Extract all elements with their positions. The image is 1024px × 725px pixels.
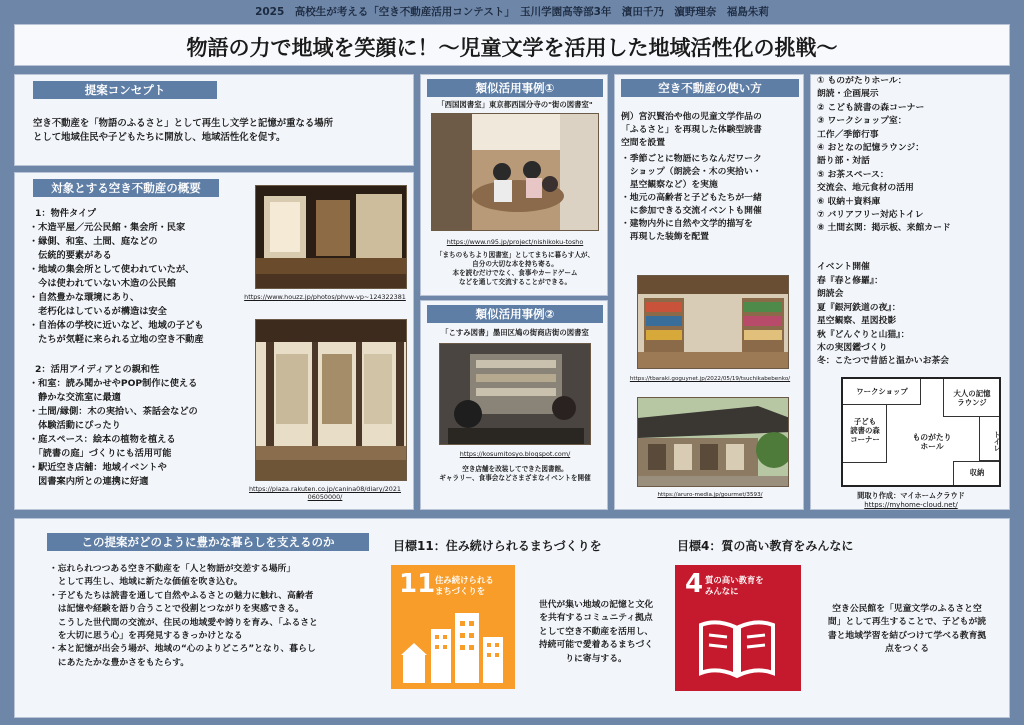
interior-photo-art bbox=[256, 186, 407, 289]
case1-heading: 類似活用事例① bbox=[427, 79, 603, 97]
events-list bbox=[817, 275, 1009, 369]
concept-heading: 提案コンセプト bbox=[33, 81, 217, 99]
goal4-heading: 目標4：質の高い教育をみんなに bbox=[677, 539, 854, 553]
kominka-photo bbox=[637, 397, 789, 487]
bookshelf-photo bbox=[637, 275, 789, 369]
list-item: ④ おとなの記憶ラウンジ： 語り部・対話 bbox=[817, 143, 925, 167]
title-banner bbox=[14, 24, 1010, 66]
goal4-icon bbox=[675, 565, 801, 691]
engawa-photo-art bbox=[256, 320, 407, 481]
goal11-icon bbox=[391, 565, 515, 689]
list-item: 秋『どんぐりと山猫』： 木の実図鑑づくり bbox=[817, 329, 910, 354]
bookshelf-photo-url[interactable]: https://tbaraki.goguynet.jp/2022/05/19/tsuchikabebenko/ bbox=[629, 376, 791, 382]
list-item: ・駅近空き店舗：地域イベントや 図書案内所との連携に好適 bbox=[29, 462, 167, 487]
case1-url[interactable]: https://www.n95.jp/project/nishikoku-tosho bbox=[446, 238, 584, 246]
goal11-heading: 目標11：住み続けられるまちづくりを bbox=[393, 539, 602, 553]
support-list bbox=[49, 563, 379, 670]
plan-hall: ものがたり ホール bbox=[912, 433, 952, 451]
case1-panel bbox=[420, 74, 608, 296]
usage-intro: 例）宮沢賢治や他の児童文学作品の 「ふるさと」を再現した体験型読書 空間を設置 bbox=[621, 112, 762, 148]
case2-title: 「こすみ図書」墨田区鳩の街商店街の図書室 bbox=[441, 328, 589, 337]
list-item: ⑤ お茶スペース： 交流会、地元食材の活用 bbox=[817, 169, 914, 194]
plan-credit: 間取り作成：マイホームクラウド bbox=[857, 491, 965, 500]
rooms-panel bbox=[810, 74, 1010, 510]
kominka-photo-url[interactable]: https://aruro-media.jp/gourmet/3593/ bbox=[657, 492, 763, 498]
authors-line: 2025 高校生が考える「空き不動産活用コンテスト」 玉川学園高等部3年 濱田千乃 濵野理奈 福島朱莉 bbox=[255, 6, 769, 18]
plan-lounge: 大人の記憶 ラウンジ bbox=[943, 379, 999, 417]
list-item: ・土間/縁側：木の実拾い、茶話会などの 体験活動にぴったり bbox=[29, 406, 198, 431]
overview-sec2-title: 2：活用アイディアとの親和性 bbox=[35, 364, 160, 375]
list-item: ⑦ バリアフリー対応トイレ bbox=[817, 210, 924, 221]
list-item: ・縁側、和室、土間、庭などの 伝統的要素がある bbox=[29, 236, 158, 261]
case1-caption: 「まちのもちより図書室」としてまちに暮らす人が、 自分の大切な本を持ち寄る。 本を読むだけでなく、食事やカードゲーム などを通して交流することができる。 bbox=[435, 251, 595, 286]
rooms-list bbox=[817, 75, 1009, 236]
goal4-text: 空き公民館を「児童文学のふるさと空 間」として再生することで、子どもが読 書と地域学習を結びつけて学べる教育拠 点をつくる bbox=[827, 604, 987, 655]
case1-photo bbox=[431, 113, 599, 231]
list-item: ・庭スペース：絵本の植物を植える 「読書の庭」づくりにも活用可能 bbox=[29, 434, 176, 459]
list-item: ① ものがたりホール： 朗読・企画展示 bbox=[817, 76, 907, 100]
list-item: ・建物内外に自然や文学的描写を 再現した装飾を配置 bbox=[621, 219, 753, 242]
kominka-photo-art bbox=[638, 398, 789, 487]
bookshelf-photo-art bbox=[638, 276, 789, 369]
plan-workshop: ワークショップ bbox=[843, 379, 921, 405]
usage-list bbox=[621, 153, 803, 244]
list-item: ⑧ 土間玄関：掲示板、来館カード bbox=[817, 223, 951, 234]
list-item: ・地元の高齢者と子どもたちが一緒 に参加できる交流イベントも開催 bbox=[621, 193, 762, 216]
list-item: ・自治体の学校に近いなど、地域の子ども たちが気軽に来られる立地の空き不動産 bbox=[29, 320, 204, 345]
events-title: イベント開催 bbox=[817, 262, 870, 272]
usage-heading: 空き不動産の使い方 bbox=[621, 79, 799, 97]
engawa-photo-url[interactable]: https://plaza.rakuten.co.jp/canina08/diary/2021 06050000/ bbox=[249, 485, 401, 501]
list-item: ・本と記憶が出会う場が、地域の“心のよりどころ”となり、暮らし にあたたかな豊かさをもたらす。 bbox=[49, 644, 316, 668]
concept-panel bbox=[14, 74, 414, 166]
plan-forest: 子ども 読書の森 コーナー bbox=[843, 405, 887, 463]
case2-url[interactable]: https://kosumitosyo.blogspot.com/ bbox=[459, 450, 571, 458]
case2-caption: 空き店舗を改装してできた図書館。 ギャラリー、食事会などさまざまなイベントを開催 bbox=[439, 465, 591, 482]
case2-photo-art bbox=[440, 344, 591, 445]
bottom-panel bbox=[14, 518, 1010, 718]
overview-sec2-list bbox=[29, 377, 269, 489]
goal11-number: 11 bbox=[399, 569, 436, 599]
concept-body: 空き不動産を「物語のふるさと」として再生し文学と記憶が重なる場所 として地域住民や子どもたちに開放し、地域活性化を促す。 bbox=[33, 118, 334, 143]
list-item: ・和室：読み聞かせやPOP制作に使える 静かな交流室に最適 bbox=[29, 378, 198, 403]
page-title: 物語の力で地域を笑顔に！〜児童文学を活用した地域活性化の挑戦〜 bbox=[186, 36, 838, 60]
list-item: ・子どもたちは読書を通して自然やふるさとの魅力に触れ、高齢者 は記憶や経験を語り合うことで役割とつながりを実感できる。 こうした世代間の交流が、住民の地域愛や誇りを育み、「ふるさと を大切に思う心」を再発見するきっかけとなる bbox=[49, 590, 318, 642]
list-item: ・季節ごとに物語にちなんだワーク ショップ（朗読会・木の実拾い・ 星空観察など）を実施 bbox=[621, 154, 762, 190]
interior-photo bbox=[255, 185, 407, 289]
overview-sec1-list bbox=[29, 221, 269, 347]
overview-sec1-title: 1：物件タイプ bbox=[35, 208, 97, 219]
case1-photo-art bbox=[432, 114, 599, 231]
plan-credit-url[interactable]: https://myhome-cloud.net/ bbox=[864, 501, 958, 509]
list-item: ⑥ 収納＋資料庫 bbox=[817, 196, 881, 207]
list-item: 春『春と修羅』： 朗読会 bbox=[817, 276, 883, 300]
list-item: ・地域の集会所として使われていたが、 今は使われていない木造の公民館 bbox=[29, 264, 195, 289]
city-icon bbox=[401, 611, 505, 685]
list-item: ・忘れられつつある空き不動産を「人と物語が交差する場所」 として再生し、地域に新たな価値を吹き込む。 bbox=[49, 564, 296, 588]
interior-photo-url[interactable]: https://www.houzz.jp/photos/phvw-vp~124322381 bbox=[244, 293, 406, 301]
case1-title: 「西国図書室」東京都西国分寺の"街の図書室" bbox=[437, 100, 593, 109]
list-item: ・木造平屋／元公民館・集会所・民家 bbox=[29, 222, 186, 233]
list-item: ② こども読書の森コーナー bbox=[817, 102, 925, 113]
usage-panel bbox=[614, 74, 804, 510]
plan-toilet: トイレ bbox=[979, 417, 999, 461]
engawa-photo bbox=[255, 319, 407, 481]
plan-storage: 収納 bbox=[953, 461, 999, 485]
goal4-icon-text: 質の高い教育を みんなに bbox=[705, 575, 764, 596]
floor-plan bbox=[841, 377, 1001, 487]
list-item: ③ ワークショップ室： 工作／季節行事 bbox=[817, 116, 907, 140]
list-item: 夏『銀河鉄道の夜』： 星空観察、星図投影 bbox=[817, 302, 901, 327]
case2-panel bbox=[420, 300, 608, 510]
goal4-number: 4 bbox=[685, 569, 704, 599]
case2-photo bbox=[439, 343, 591, 445]
book-icon bbox=[697, 617, 777, 679]
case2-heading: 類似活用事例② bbox=[427, 305, 603, 323]
goal11-icon-text: 住み続けられる まちづくりを bbox=[435, 575, 494, 596]
list-item: ・自然豊かな環境にあり、 老朽化はしているが構造は安全 bbox=[29, 292, 167, 317]
support-heading: この提案がどのように豊かな暮らしを支えるのか bbox=[47, 533, 369, 551]
overview-heading: 対象とする空き不動産の概要 bbox=[33, 179, 219, 197]
list-item: 冬：こたつで昔話と温かいお茶会 bbox=[817, 356, 949, 367]
overview-panel bbox=[14, 172, 414, 510]
goal11-text: 世代が集い地域の記憶と文化 を共有するコミュニティ拠点 として空き不動産を活用し、 持続可能で愛着あるまちづく りに寄与する。 bbox=[538, 600, 654, 664]
